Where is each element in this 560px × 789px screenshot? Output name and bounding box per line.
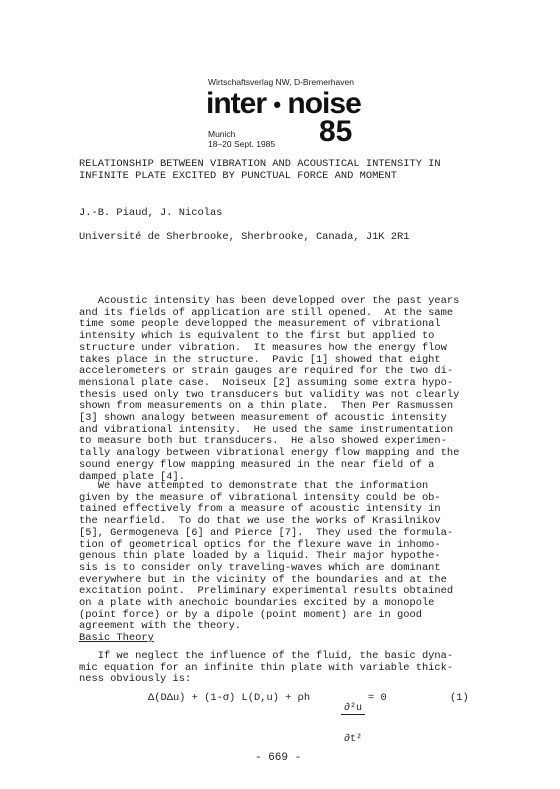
body-paragraph-3: If we neglect the influence of the fluid, the basic dyna- mic equation for an infinite thin plate with variable thick- ness obviously is: [79,650,454,686]
conference-year: 85 [319,115,353,148]
conference-dates: 18–20 Sept. 1985 [208,139,276,149]
logo-left-word: inter [206,87,267,120]
paper-authors: J.-B. Piaud, J. Nicolas [79,207,223,219]
equation-rhs: = 0 [368,692,387,704]
body-paragraph-1: Acoustic intensity has been developped over the past years and its fields of application are still opened. At the same time some people developped the measurement of vibrational intensity which is equivalent to the first but applied to structure under vibration. It measures how the energy flow takes place in the structure. Pavic [1] showed that eight accelerometers or strain gauges are required for the two di- mensional plate case. Noiseux [2] assuming some extra hypo- thesis used only two transducers but validity was not clearly shown from measurements on a thin plate. Then Per Rasmussen [3] shown analogy between measurement of acoustic intensity and vibrational intensity. He used the same instrumentation to measure both but transducers. He also showed experimen- tally analogy between vibrational energy flow mapping and the sound energy flow mapping measured in the near field of a damped plate [4]. [79,295,460,483]
section-heading: Basic Theory [79,632,154,644]
paper-title: RELATIONSHIP BETWEEN VIBRATION AND ACOUSTICAL INTENSITY IN INFINITE PLATE EXCITED BY PUNCTUAL FORCE AND MOMENT [79,158,441,183]
logo-dot: • [273,92,281,118]
paper-affiliation: Université de Sherbrooke, Sherbrooke, Canada, J1K 2R1 [79,231,410,243]
conference-location [208,129,275,149]
page-number: - 669 - [255,752,302,764]
logo-right-word: noise [287,87,361,120]
equation-numerator: ∂²u [341,704,365,715]
publisher-line: Wirtschaftsverlag NW, D-Bremerhaven [208,77,354,87]
body-paragraph-2: We have attempted to demonstrate that the information given by the measure of vibrational intensity could be ob- tained effectively from a measure of acoustic intensity in the nearfield. To do that we use the works of Krasilnikov [5], Germogeneva [6] and Pierce [7]. They used the formula- tion of geometrical optics for the flexure wave in inhomo- genous thin plate loaded by a liquid. Their major hypothe- sis is to consider only traveling-waves which are dominant everywhere but in the vicinity of the boundaries and at the excitation point. Preliminary experimental results obtained on a plate with anechoic boundaries excited by a monopole (point force) or by a dipole (point moment) are in good agreement with the theory. [79,480,454,633]
conference-city: Munich [208,129,236,139]
equation-1 [148,684,469,745]
equation-denominator: ∂t² [344,734,363,745]
equation-lhs: Δ(DΔu) + (1-σ) L(D,u) + ρh [148,692,311,704]
equation-fraction [341,684,365,765]
equation-number: (1) [450,692,469,704]
